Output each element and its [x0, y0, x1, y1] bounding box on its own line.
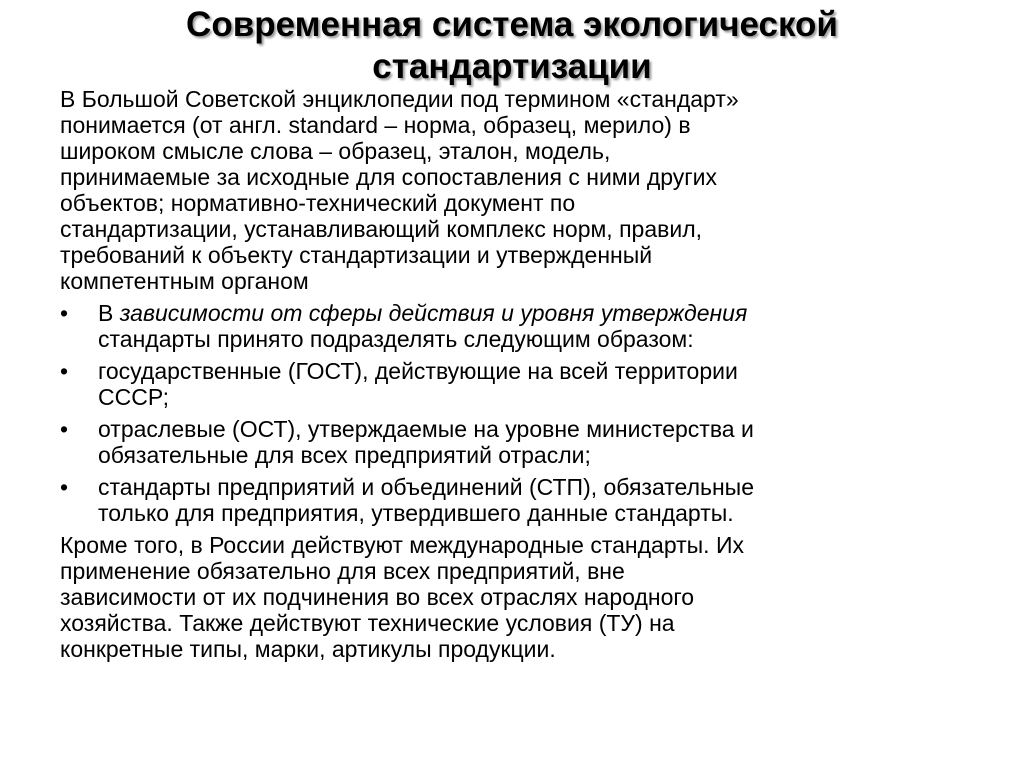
closing-line: применение обязательно для всех предприятий, вне: [60, 558, 625, 584]
slide-body: [60, 86, 980, 662]
bullet-icon: •: [60, 358, 69, 384]
intro-line: объектов; нормативно-технический документ по: [60, 190, 576, 216]
bullet-prefix: В: [98, 300, 120, 326]
closing-line: конкретные типы, марки, артикулы продукции.: [60, 636, 556, 662]
closing-line: Кроме того, в России действуют международные стандарты. Их: [60, 532, 744, 558]
bullet-icon: •: [60, 300, 69, 326]
bullet-line: стандарты предприятий и объединений (СТП), обязательные: [98, 474, 754, 500]
intro-line: компетентным органом: [60, 268, 309, 294]
bullet-line: только для предприятия, утвердившего данные стандарты.: [98, 500, 734, 526]
bullet-icon: •: [60, 416, 69, 442]
closing-paragraph: [60, 532, 980, 662]
bullet-line: стандарты принято подразделять следующим образом:: [98, 326, 694, 352]
closing-line: зависимости от их подчинения во всех отраслях народного: [60, 584, 695, 610]
bullet-line: СССР;: [98, 384, 170, 410]
intro-line: широком смысле слова – образец, эталон, модель,: [60, 138, 611, 164]
bullet-icon: •: [60, 474, 69, 500]
bullet-line: обязательные для всех предприятий отрасли;: [98, 442, 591, 468]
intro-line: понимается (от англ. standard – норма, образец, мерило) в: [60, 112, 691, 138]
intro-line: принимаемые за исходные для сопоставления с ними других: [60, 164, 718, 190]
intro-paragraph: [60, 86, 980, 294]
bullet-item-classification: [60, 300, 980, 352]
bullet-line: отраслевые (ОСТ), утверждаемые на уровне министерства и: [98, 416, 754, 442]
intro-line: стандартизации, устанавливающий комплекс норм, правил,: [60, 216, 703, 242]
bullet-item-stp: [60, 474, 980, 526]
bullet-line: [98, 300, 980, 326]
slide-title-line-1: Современная система экологической: [186, 5, 838, 44]
bullet-item-gost: [60, 358, 980, 410]
closing-line: хозяйства. Также действуют технические условия (ТУ) на: [60, 610, 675, 636]
bullet-line: государственные (ГОСТ), действующие на всей территории: [98, 358, 738, 384]
bullet-italic-phrase: зависимости от сферы действия и уровня утверждения: [119, 300, 748, 326]
bullet-item-ost: [60, 416, 980, 468]
intro-line: требований к объекту стандартизации и утвержденный: [60, 242, 653, 268]
intro-line: В Большой Советской энциклопедии под термином «стандарт»: [60, 86, 739, 112]
slide-title-line-2: стандартизации: [372, 47, 652, 86]
